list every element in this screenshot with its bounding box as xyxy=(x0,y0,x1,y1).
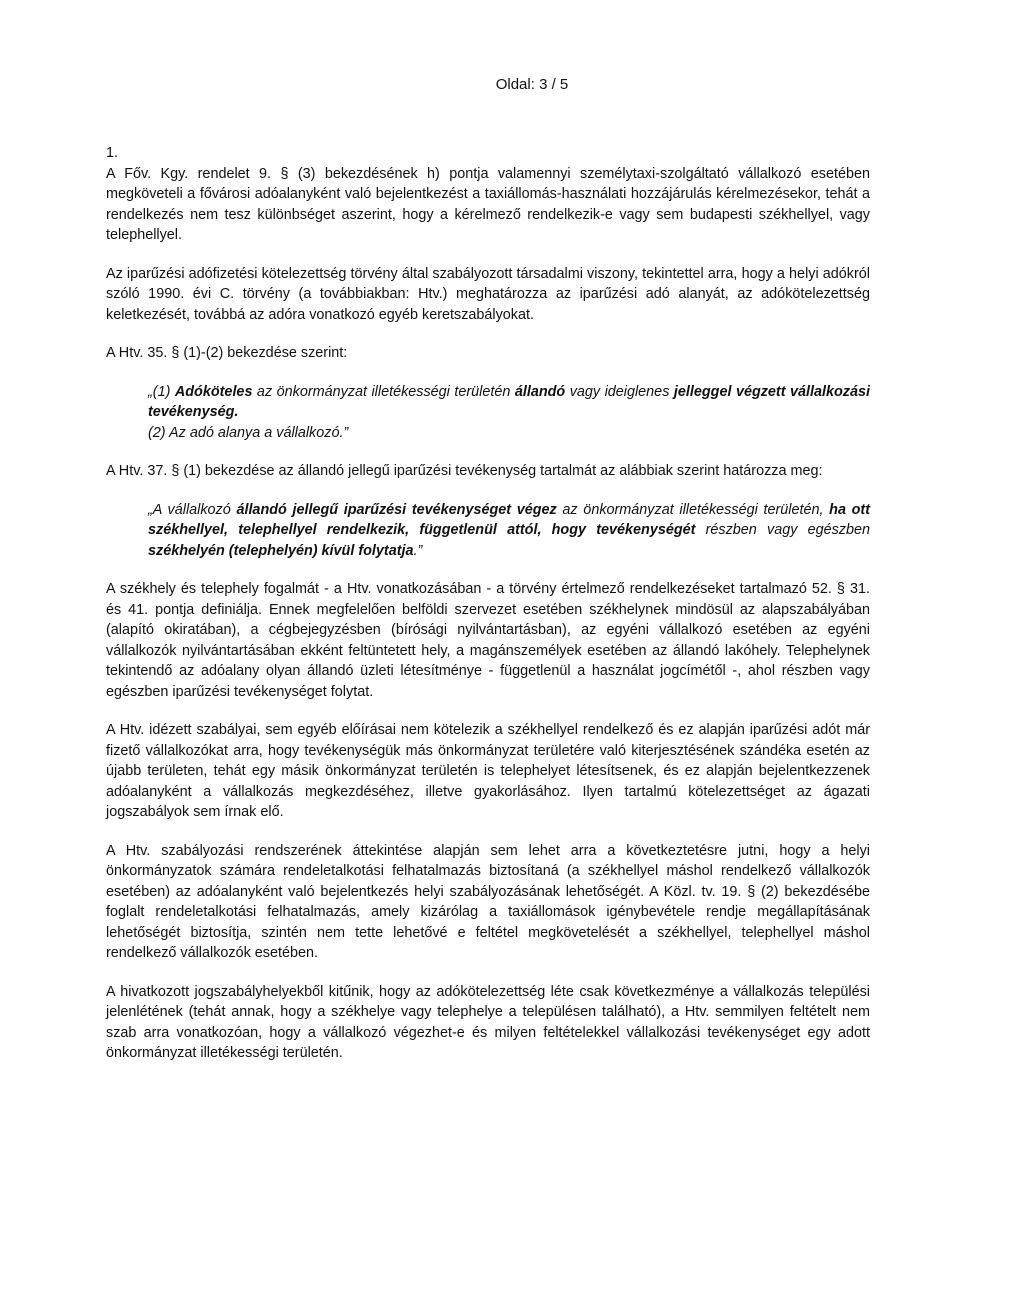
document-body xyxy=(106,143,870,1064)
quote-2-bold-3: székhelyén (telephelyén) kívül folytatja xyxy=(148,542,414,559)
quote-1-bold-3: jelleggel végzett vállalkozási tevékenység. xyxy=(148,383,871,420)
quote-2-bold-1: állandó jellegű iparűzési tevékenységet végez xyxy=(236,501,557,518)
quote-1-open: „(1) xyxy=(148,383,175,400)
quote-1-line-2: (2) Az adó alanya a vállalkozó.” xyxy=(148,424,349,441)
quote-2-text-1: „A vállalkozó xyxy=(148,501,237,518)
quote-2 xyxy=(148,500,870,562)
quote-2-text-3: részben vagy egészben xyxy=(695,522,871,538)
paragraph-2: Az iparűzési adófizetési kötelezettség törvény által szabályozott társadalmi viszony, tekintettel arra, hogy a helyi adókról szóló 1990. évi C. törvény (a továbbiakban: Htv.) meghatározza az iparűzési adó alanyát, az adókötelezettség keletkezését, továbbá az adóra vonatkozó egyéb keretszabályokat. xyxy=(106,265,870,323)
paragraph-5: A székhely és telephely fogalmát - a Htv. vonatkozásában - a törvény értelmező rendelkezéseket tartalmazó 52. § 31. és 41. pontja definiálja. Ennek megfelelően belföldi szervezet esetében székhelynek mindösül az alapszabályában (alapító okiratában), a cégbejegyzésben (bírósági nyilvántartásban), az egyéni vállalkozó esetében az egyéni vállalkozók nyilvántartásában ekként feltüntetett hely, a magánszemélyek esetében az állandó lakóhely. Telephelynek tekintendő az adóalany olyan állandó üzleti létesítménye - függetlenül a használat jogcímétől -, ahol részben vagy egészben iparűzési tevékenységet folytat. xyxy=(106,581,870,700)
quote-2-bold-2: ha ott székhellyel, telephellyel rendelkezik, függetlenül attól, hogy tevékenységét xyxy=(148,501,871,538)
paragraph-8: A hivatkozott jogszabályhelyekből kitűnik, hogy az adókötelezettség léte csak következménye a vállalkozás települési jelenlétének (tehát annak, hogy a székhelye vagy telephelye a településen található), a Htv. semmilyen feltételt nem szab arra vonatkozóan, hogy a vállalkozó végezhet-e és milyen feltételekkel vállalkozási tevékenységet egy adott önkormányzat illetékességi területén. xyxy=(106,983,870,1061)
quote-1-text-2: vagy ideiglenes xyxy=(565,383,674,400)
paragraph-3: A Htv. 35. § (1)-(2) bekezdése szerint: xyxy=(106,345,348,361)
quote-1-bold-2: állandó xyxy=(514,383,566,400)
quote-1 xyxy=(148,382,870,423)
page-number-label: Oldal: 3 / 5 xyxy=(495,76,569,93)
quote-1-text-1: az önkormányzat illetékességi területén xyxy=(252,383,515,400)
paragraph-4: A Htv. 37. § (1) bekezdése az állandó jellegű iparűzési tevékenység tartalmát az alábbiak szerint határozza meg: xyxy=(106,463,823,479)
quote-2-text-4: .” xyxy=(413,542,423,559)
quote-1-bold-1: Adóköteles xyxy=(174,383,253,400)
paragraph-1: A Főv. Kgy. rendelet 9. § (3) bekezdésének h) pontja valamennyi személytaxi-szolgáltató vállalkozó esetében megköveteli a fővárosi adóalanyként való bejelentkezést a taxiállomás-használati hozzájárulás kérelmezésekor, tehát a rendelkezés nem tesz különbséget aszerint, hogy a kérelmező rendelkezik-e vagy sem budapesti székhellyel, vagy telephellyel. xyxy=(106,165,870,243)
paragraph-6: A Htv. idézett szabályai, sem egyéb előírásai nem kötelezik a székhellyel rendelkező és ez alapján iparűzési adót már fizető vállalkozókat arra, hogy tevékenységük más önkormányzat területére való kiterjesztésének szándéka esetén az újabb területen, tehát egy másik önkormányzat területén is telephelyet létesítsenek, és ez alapján bejelentkezzenek adóalanyként a vállalkozás megkezdéséhez, illetve gyakorlásához. Ilyen tartalmú kötelezettséget az ágazati jogszabályok sem írnak elő. xyxy=(106,722,870,820)
quote-2-text-2: az önkormányzat illetékességi területén, xyxy=(556,501,830,518)
page-header xyxy=(0,76,1024,93)
section-number: 1. xyxy=(106,145,119,161)
paragraph-7: A Htv. szabályozási rendszerének áttekintése alapján sem lehet arra a következtetésre jutni, hogy a helyi önkormányzatok számára rendeletalkotási felhatalmazás biztosítaná (a székhellyel máshol rendelkező vállalkozók esetében) az adóalanyként való bejelentkezés helyi szabályozásának lehetőségét. A Közl. tv. 19. § (2) bekezdésébe foglalt rendeletalkotási felhatalmazás, amely kizárólag a taxiállomások igénybevétele rendje megállapításának lehetőségét biztosítja, szintén nem tette lehetővé e feltétel megkövetelését a székhellyel, telephellyel máshol rendelkező vállalkozók esetében. xyxy=(106,842,870,961)
